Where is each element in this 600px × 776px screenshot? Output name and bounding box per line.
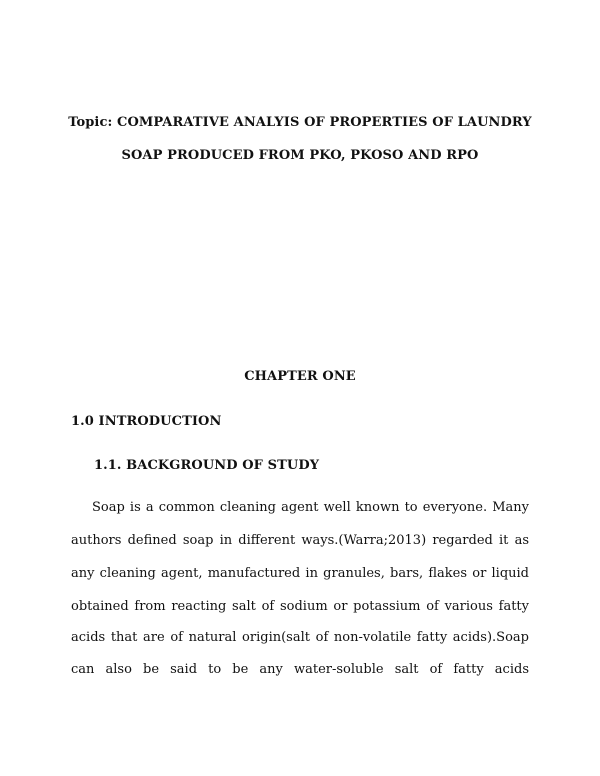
chapter-heading: CHAPTER ONE xyxy=(244,369,356,384)
section-heading: 1.0 INTRODUCTION xyxy=(71,414,222,429)
paragraph-line: authors defined soap in different ways.(Warra;2013) regarded it as xyxy=(71,533,529,548)
topic-title-line-2: SOAP PRODUCED FROM PKO, PKOSO AND RPO xyxy=(121,148,479,163)
paragraph-line: Soap is a common cleaning agent well known to everyone. Many xyxy=(92,500,529,515)
paragraph-line: can also be said to be any water-soluble salt of fatty acids xyxy=(71,662,529,677)
paragraph-line: any cleaning agent, manufactured in granules, bars, flakes or liquid xyxy=(71,566,529,581)
subsection-heading: 1.1. BACKGROUND OF STUDY xyxy=(94,458,320,473)
paragraph-line: obtained from reacting salt of sodium or potassium of various fatty xyxy=(71,599,529,614)
paragraph-line: acids that are of natural origin(salt of non-volatile fatty acids).Soap xyxy=(71,630,529,645)
topic-title-line-1: Topic: COMPARATIVE ANALYIS OF PROPERTIES OF LAUNDRY xyxy=(68,115,532,130)
